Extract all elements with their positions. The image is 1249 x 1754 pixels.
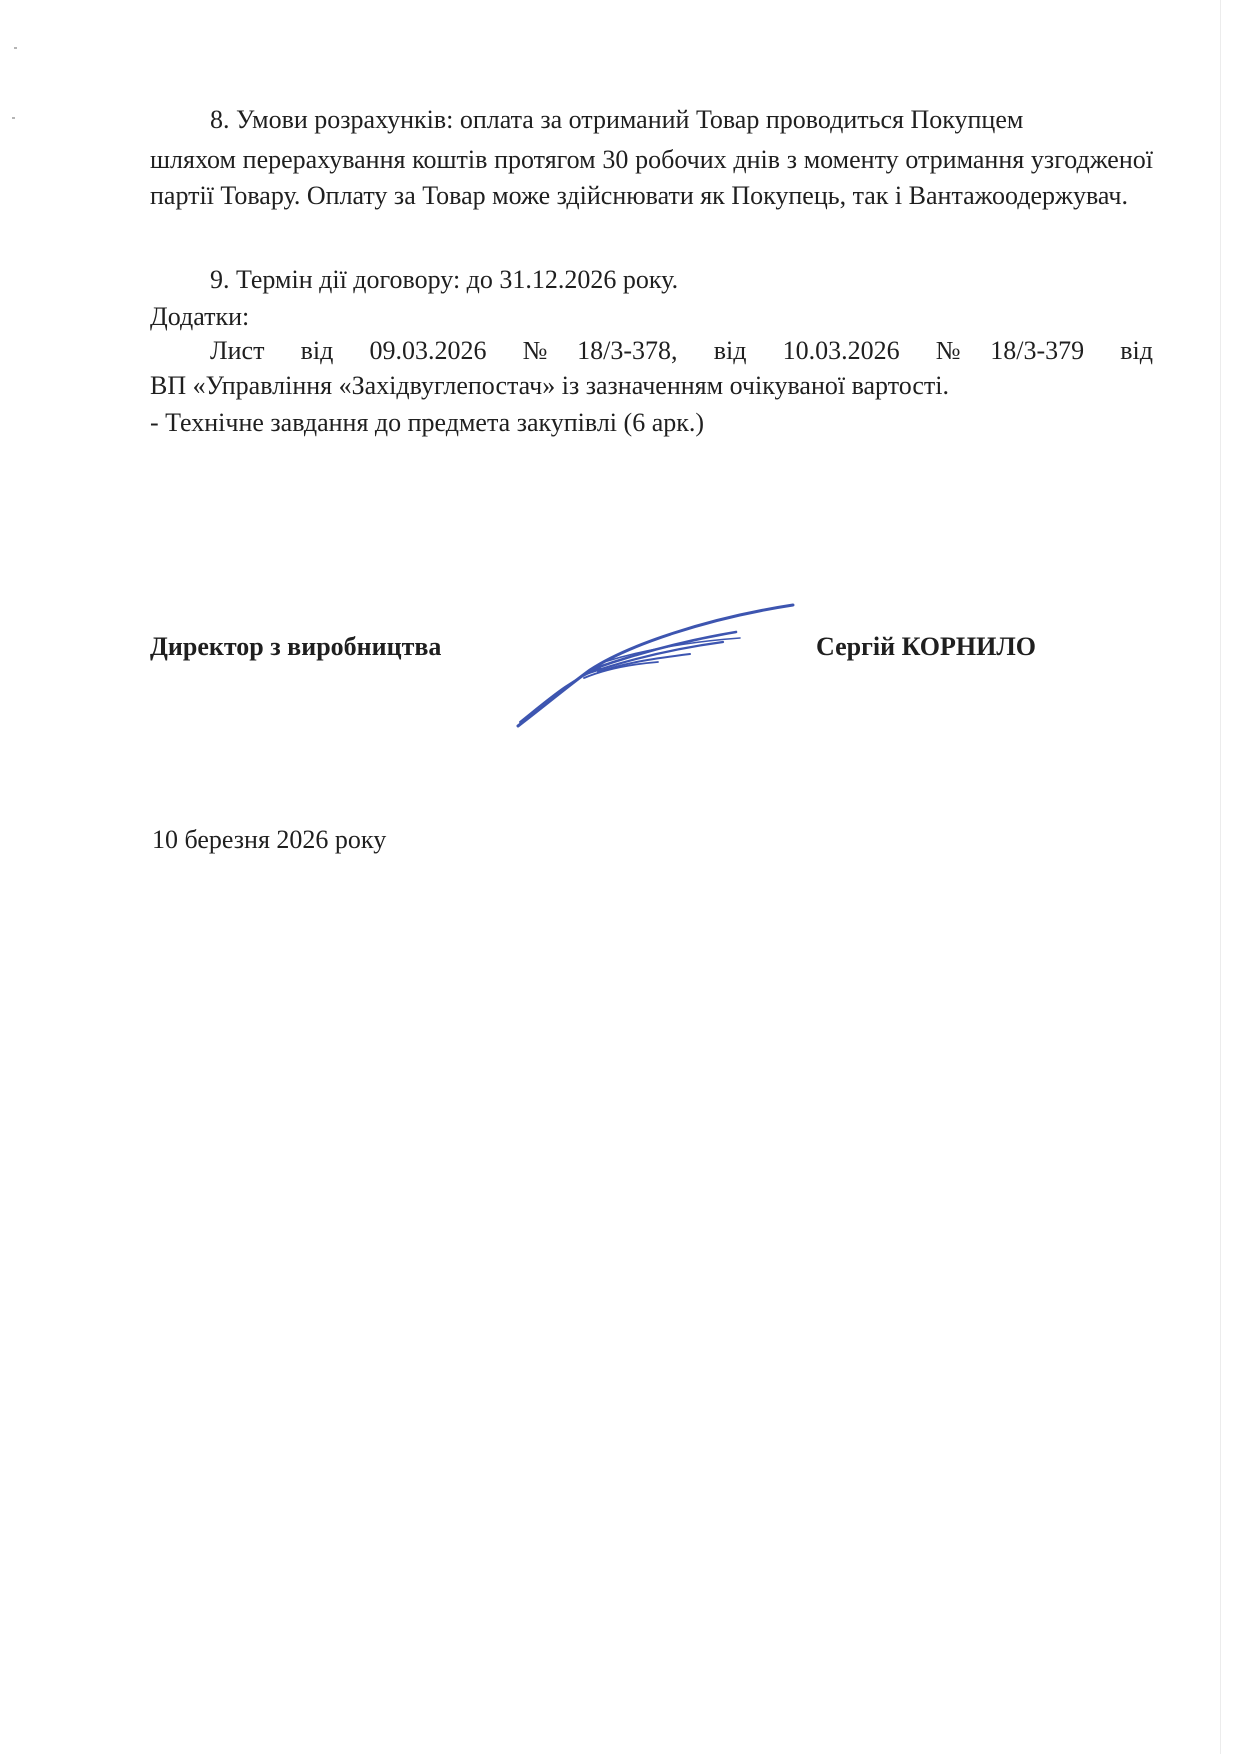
handwritten-signature xyxy=(508,598,808,733)
clause-9: 9. Термін дії договору: до 31.12.2026 року. xyxy=(210,265,679,294)
attachment-1-line-2: ВП «Управління «Західвуглепостач» із зазначенням очікуваної вартості. xyxy=(150,371,950,400)
attachment-2: - Технічне завдання до предмета закупівлі (6 арк.) xyxy=(150,408,705,437)
clause-8-continuation: шляхом перерахування коштів протягом 30 робочих днів з моменту отримання узгодженої партії Товару. Оплату за Товар може здійснювати як Покупець, так і Вантажоодержувач. xyxy=(150,145,1153,210)
signatory-position: Директор з виробництва xyxy=(150,632,442,661)
scan-artifact xyxy=(12,117,15,119)
scan-edge xyxy=(1220,0,1221,1754)
document-date: 10 березня 2026 року xyxy=(152,825,387,854)
scan-artifact xyxy=(14,47,17,49)
attachments-heading: Додатки: xyxy=(150,302,250,331)
signatory-name: Сергій КОРНИЛО xyxy=(816,632,1036,661)
attachment-1-line-1: Лист від 09.03.2026 №18/3-378, від 10.03.2026 №18/3-379 від xyxy=(210,336,1153,365)
clause-8-first-line: 8. Умови розрахунків: оплата за отриманий Товар проводиться Покупцем xyxy=(210,105,1024,134)
